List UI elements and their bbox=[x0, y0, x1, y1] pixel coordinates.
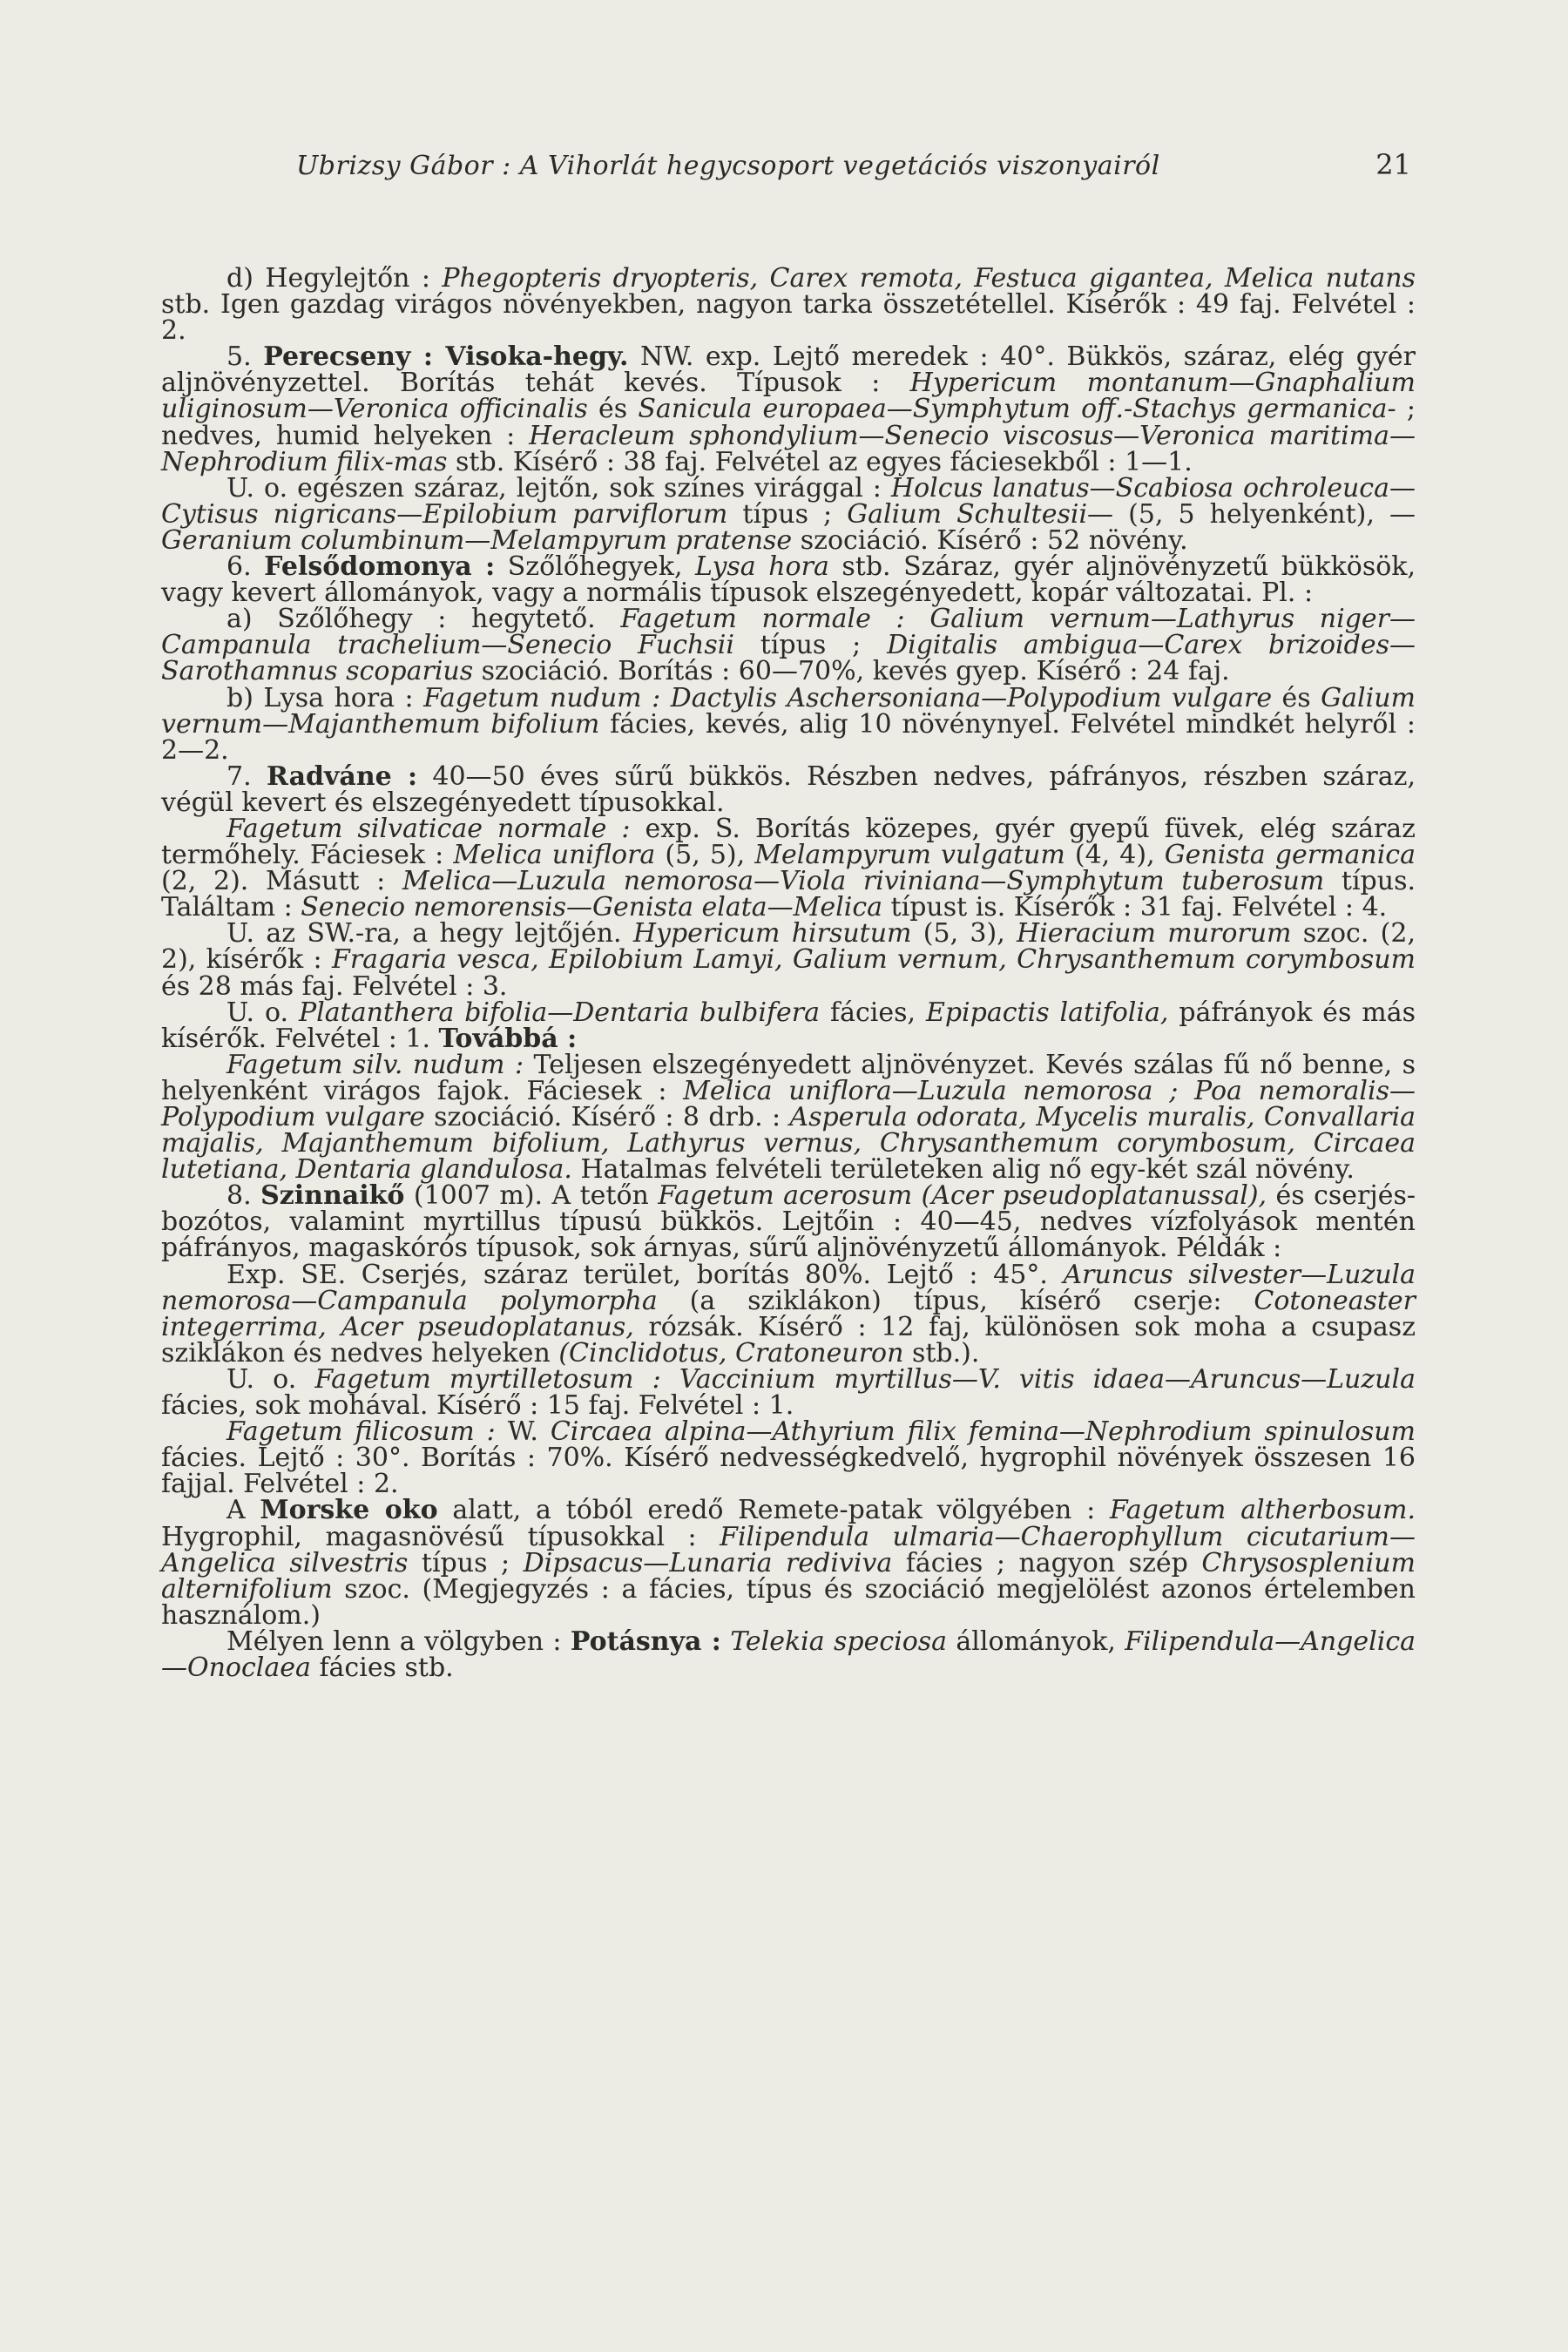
italic-text: Galium Schultesii— bbox=[847, 498, 1114, 530]
text-run: stb. Igen gazdag virágos növényekben, nagyon tarka összetétellel. Kísérők : 49 faj. Felvétel : 2. bbox=[161, 289, 1416, 347]
text-run: Szőlőhegyek, bbox=[495, 551, 696, 583]
italic-text: Genista germanica bbox=[1164, 840, 1416, 871]
italic-text: Circaea alpina—Athyrium filix femina—Nephrodium spinulosum bbox=[550, 1416, 1416, 1448]
italic-text: Lysa hora bbox=[695, 551, 829, 583]
paragraph bbox=[161, 606, 1416, 685]
text-run: a) Szőlőhegy : hegytető. bbox=[226, 604, 621, 635]
paragraph bbox=[161, 1363, 1416, 1422]
page-header bbox=[296, 148, 1411, 181]
text-run: U. az SW.-ra, a hegy lejtőjén. bbox=[226, 918, 633, 950]
text-run: és bbox=[1272, 682, 1321, 713]
italic-text: —Geranium columbinum—Melampyrum pratense bbox=[161, 498, 1416, 556]
italic-text: Heracleum sphondylium—Senecio viscosus—Veronica maritima—Nephrodium filix-mas bbox=[161, 420, 1416, 477]
italic-text: Aruncus silvester—Luzula nemorosa—Campanula polymorpha bbox=[161, 1259, 1416, 1316]
italic-text: Platanthera bifolia—Dentaria bulbifera bbox=[298, 997, 821, 1028]
italic-text: Chrysosplenium alternifolium bbox=[161, 1547, 1416, 1605]
italic-text: Fagetum silvaticae normale : bbox=[226, 813, 631, 844]
italic-text: Phegopteris dryopteris, Carex remota, Festuca gigantea, Melica nutans bbox=[442, 263, 1416, 294]
text-run: és 28 más faj. Felvétel : 3. bbox=[161, 970, 508, 1002]
text-run: W. bbox=[495, 1416, 551, 1448]
italic-text: Hypericum hirsutum bbox=[632, 918, 912, 950]
text-run: rózsák. Kísérő : 12 faj, különösen sok moha a csupasz sziklákon és nedves helyeken bbox=[161, 1311, 1416, 1369]
text-run: szoc. (Megjegyzés : a fácies, típus és szociáció megjelölést azonos értelemben használom.) bbox=[161, 1573, 1416, 1631]
text-run: fácies, kevés, alig 10 növénynyel. Felvétel mindkét helyről : 2—2. bbox=[161, 708, 1416, 766]
paragraph bbox=[161, 997, 1416, 1054]
italic-text: Cotoneaster integerrima, Acer pseudoplatanus, bbox=[161, 1285, 1416, 1342]
italic-text: Asperula odorata, Mycelis muralis, Convallaria majalis, Majanthemum bifolium, Lathyrus vernus, Chrysanthemum corymbosum, Circaea lutetiana, Dentaria glandulosa. bbox=[161, 1102, 1416, 1186]
body-text bbox=[161, 263, 1416, 1683]
text-run: fácies, bbox=[820, 997, 926, 1028]
italic-text: Fagetum normale : Galium vernum—Lathyrus niger—Campanula trachelium—Senecio Fuchsii bbox=[161, 604, 1416, 661]
bold-text: Szinnaikő bbox=[260, 1180, 405, 1212]
italic-text: Epipactis latifolia, bbox=[925, 997, 1169, 1028]
italic-text: Melica—Luzula nemorosa—Viola riviniana—Symphytum tuberosum bbox=[402, 866, 1325, 897]
italic-text: Galium vernum—Majanthemum bifolium bbox=[161, 682, 1416, 740]
text-run: A bbox=[226, 1495, 260, 1526]
italic-text: Hieracium murorum bbox=[1017, 918, 1292, 950]
bold-text: Továbbá : bbox=[438, 1023, 578, 1054]
bold-text: Potásnya : bbox=[570, 1625, 721, 1657]
text-run: fácies, sok mohával. Kísérő : 15 faj. Felvétel : 1. bbox=[161, 1390, 794, 1422]
text-run: szociáció. Kísérő : 8 drb. : bbox=[424, 1102, 790, 1132]
italic-text: Fagetum nudum : Dactylis Aschersoniana—Polypodium vulgare bbox=[423, 682, 1273, 713]
italic-text: Fagetum myrtilletosum : Vaccinium myrtillus—V. vitis idaea—Aruncus—Luzula bbox=[314, 1363, 1416, 1395]
text-run: d) Hegylejtőn : bbox=[226, 263, 443, 294]
italic-text: Fagetum silv. nudum : bbox=[226, 1049, 524, 1080]
text-run: fácies ; nagyon szép bbox=[892, 1547, 1202, 1578]
text-run: U. o. egészen száraz, lejtőn, sok színes virággal : bbox=[226, 472, 891, 504]
italic-text: Hypericum montanum—Gnaphalium uliginosum—Veronica officinalis bbox=[161, 368, 1416, 425]
text-run: stb. Kísérő : 38 faj. Felvétel az egyes fáciesekből : 1—1. bbox=[447, 446, 1193, 477]
paragraph bbox=[161, 918, 1416, 1002]
text-run: 8. bbox=[226, 1180, 261, 1212]
text-run: (5, 5 helyenként), bbox=[1113, 498, 1389, 530]
paragraph bbox=[161, 1049, 1416, 1186]
italic-text: Digitalis ambigua—Carex brizoides—Sarothamnus scoparius bbox=[161, 630, 1416, 687]
text-run: (2, 2). Másutt : bbox=[161, 866, 402, 897]
text-run: NW. exp. Lejtő meredek : 40°. Bükkös, száraz, elég gyér aljnövényzettel. Borítás tehát kevés. Típusok : bbox=[161, 341, 1416, 399]
italic-text: Fagetum filicosum : bbox=[226, 1416, 496, 1448]
text-run: Hatalmas felvételi területeken alig nő egy-két szál növény. bbox=[571, 1154, 1355, 1186]
text-run: páfrányok és más kísérők. Felvétel : 1. bbox=[161, 997, 1416, 1054]
paragraph bbox=[161, 551, 1416, 609]
italic-text: Holcus lanatus—Scabiosa ochroleuca—Cytisus nigricans—Epilobium parviflorum bbox=[161, 472, 1416, 530]
italic-text: Fagetum acerosum (Acer pseudoplatanussal), bbox=[658, 1180, 1267, 1212]
text-run: 40—50 éves sűrű bükkös. Részben nedves, páfrányos, részben száraz, végül kevert és elszegényedett típusokkal. bbox=[161, 760, 1416, 818]
text-run: szoc. (2, 2), kísérők : bbox=[161, 918, 1416, 976]
text-run: Teljesen elszegényedett aljnövényzet. Kevés szálas fű nő benne, s helyenként virágos fajok. Fáciesek : bbox=[161, 1049, 1416, 1106]
bold-text: Felsődomonya : bbox=[264, 551, 496, 583]
text-run: (a sziklákon) típus, kísérő cserje: bbox=[657, 1285, 1254, 1316]
text-run: típus ; bbox=[727, 498, 848, 530]
text-run: 5. bbox=[226, 341, 264, 373]
text-run: stb. Száraz, gyér aljnövényzetű bükkösök, vagy kevert állományok, vagy a normális típusok elszegényedett, kopár változatai. Pl. : bbox=[161, 551, 1416, 609]
italic-text: Sanicula europaea—Symphytum off.-Stachys germanica- bbox=[638, 394, 1396, 425]
text-run bbox=[721, 1626, 730, 1657]
italic-text: Melica uniflora bbox=[453, 840, 656, 871]
page-number: 21 bbox=[1375, 148, 1411, 181]
paragraph bbox=[161, 1180, 1416, 1264]
text-run: és cserjés-bozótos, valamint myrtillus típusú bükkös. Lejtőin : 40—45, nedves vízfolyások mentén páfrányos, magaskórós típusok, sok árnyas, sűrű aljnövényzetű állományok. Példák : bbox=[161, 1180, 1416, 1264]
text-run: (1007 m). A tetőn bbox=[404, 1180, 659, 1212]
paragraph bbox=[161, 1416, 1416, 1500]
italic-text: Filipendula ulmaria—Chaerophyllum cicutarium—Angelica silvestris bbox=[161, 1521, 1416, 1578]
text-run: stb.). bbox=[903, 1337, 980, 1369]
italic-text: Filipendula—Angelica—Onoclaea bbox=[161, 1625, 1416, 1683]
text-run: típust is. Kísérők : 31 faj. Felvétel : 4. bbox=[882, 892, 1388, 923]
text-run: Hygrophil, magasnövésű típusokkal : bbox=[161, 1521, 720, 1552]
paragraph bbox=[161, 341, 1416, 477]
italic-text: Senecio nemorensis—Genista elata—Melica bbox=[301, 892, 883, 923]
text-run: szociáció. Kísérő : 52 növény. bbox=[792, 524, 1188, 556]
italic-text: Fragaria vesca, Epilobium Lamyi, Galium vernum, Chrysanthemum corymbosum bbox=[332, 944, 1416, 976]
text-run: és bbox=[587, 394, 639, 425]
text-run: b) Lysa hora : bbox=[226, 682, 424, 713]
bold-text: Perecseny : Visoka-hegy. bbox=[263, 341, 629, 373]
paragraph bbox=[161, 682, 1416, 766]
text-run: 6. bbox=[226, 551, 265, 583]
italic-text: (Cinclidotus, Cratoneuron bbox=[558, 1337, 904, 1369]
running-title: Ubrizsy Gábor : A Vihorlát hegycsoport vegetációs viszonyairól bbox=[296, 151, 1160, 181]
text-run: alatt, a tóból eredő Remete-patak völgyében : bbox=[437, 1495, 1110, 1526]
text-run: exp. S. Borítás közepes, gyér gyepű füvek, elég száraz termőhely. Fáciesek : bbox=[161, 813, 1416, 871]
text-run: fácies. Lejtő : 30°. Borítás : 70%. Kísérő nedvességkedvelő, hygrophil növények összesen 16 fajjal. Felvétel : 2. bbox=[161, 1443, 1416, 1500]
paragraph bbox=[161, 1495, 1416, 1631]
text-run: típus ; bbox=[733, 630, 888, 661]
paragraph bbox=[161, 813, 1416, 923]
paragraph bbox=[161, 1259, 1416, 1369]
paragraph bbox=[161, 760, 1416, 818]
text-run: 7. bbox=[226, 760, 267, 792]
italic-text: Fagetum altherbosum. bbox=[1109, 1495, 1416, 1526]
paragraph bbox=[161, 1625, 1416, 1683]
italic-text: Telekia speciosa bbox=[730, 1625, 948, 1657]
text-run: (4, 4), bbox=[1064, 840, 1165, 871]
italic-text: Dipsacus—Lunaria rediviva bbox=[523, 1547, 893, 1578]
bold-text: Radváne : bbox=[266, 760, 418, 792]
italic-text: Melampyrum vulgatum bbox=[754, 840, 1065, 871]
text-run: típus ; bbox=[408, 1547, 524, 1578]
text-run: szociáció. Borítás : 60—70%, kevés gyep. Kísérő : 24 faj. bbox=[473, 656, 1230, 687]
text-run: állományok, bbox=[947, 1625, 1125, 1657]
text-run: ; nedves, humid helyeken : bbox=[161, 394, 1416, 451]
text-run: Mélyen lenn a völgyben : bbox=[226, 1625, 571, 1657]
text-run: U. o. bbox=[226, 997, 299, 1028]
text-run: (5, 5), bbox=[655, 840, 755, 871]
paragraph bbox=[161, 263, 1416, 347]
paragraph bbox=[161, 472, 1416, 556]
text-run: (5, 3), bbox=[911, 918, 1017, 950]
text-run: típus. Találtam : bbox=[161, 866, 1416, 923]
text-run: fácies stb. bbox=[310, 1652, 454, 1683]
italic-text: Melica uniflora—Luzula nemorosa ; Poa nemoralis—Polypodium vulgare bbox=[161, 1075, 1416, 1132]
bold-text: Morske oko bbox=[260, 1495, 438, 1526]
text-run: U. o. bbox=[226, 1363, 315, 1395]
text-run: Exp. SE. Cserjés, száraz terület, borítás 80%. Lejtő : 45°. bbox=[226, 1259, 1064, 1290]
